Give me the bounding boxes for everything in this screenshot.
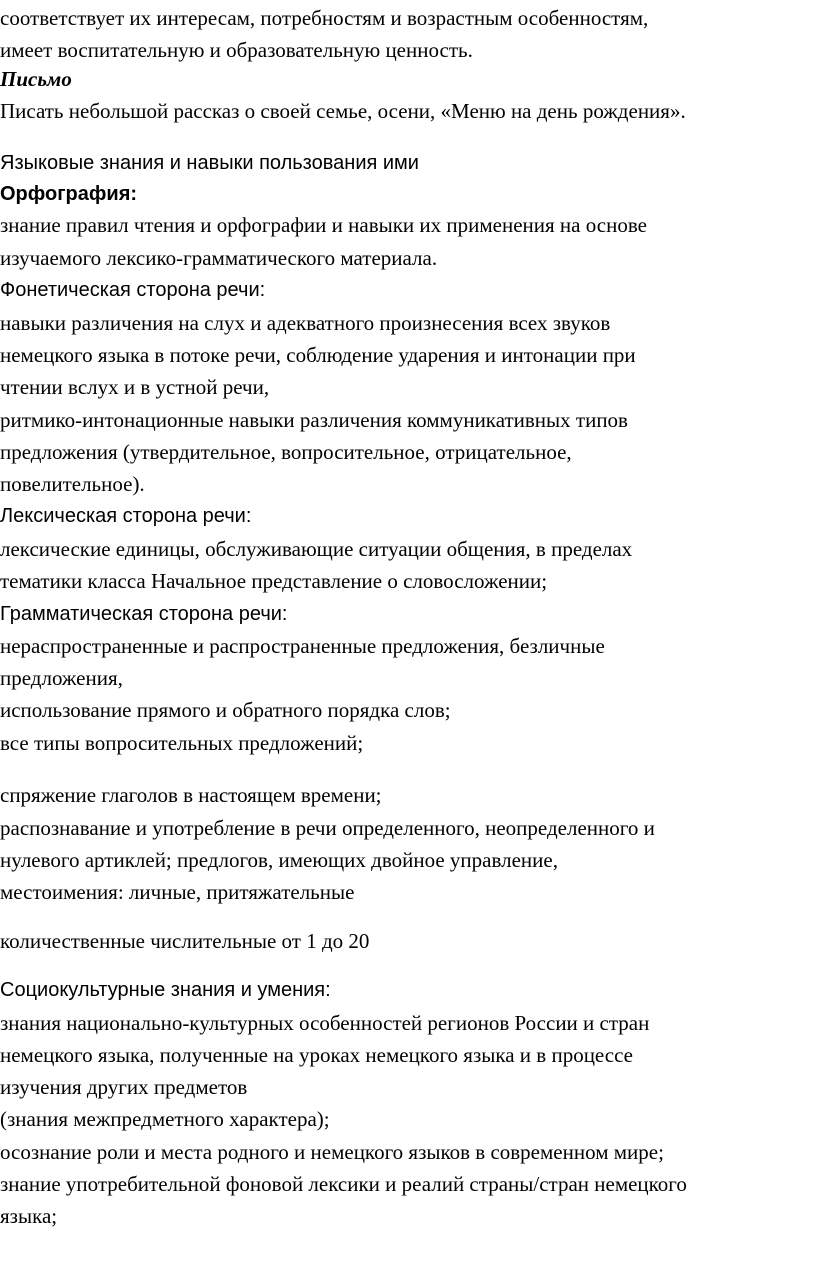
text-line: немецкого языка, полученные на уроках немецкого языка и в процессе — [0, 1043, 633, 1067]
text-line: знание правил чтения и орфографии и навыки их применения на основе — [0, 213, 647, 237]
section-heading-language-skills: Языковые знания и навыки пользования ими — [0, 152, 419, 174]
text-line: тематики класса Начальное представление о словосложении; — [0, 569, 548, 593]
text-line: изучения других предметов — [0, 1075, 248, 1099]
text-line: Писать небольшой рассказ о своей семье, осени, «Меню на день рождения». — [0, 99, 686, 123]
text-line: местоимения: личные, притяжательные — [0, 880, 355, 904]
text-line: повелительное). — [0, 472, 145, 496]
text-line: лексические единицы, обслуживающие ситуации общения, в пределах — [0, 537, 633, 561]
text-line: языка; — [0, 1204, 58, 1228]
section-heading-sociocultural: Социокультурные знания и умения: — [0, 979, 331, 1001]
text-line: спряжение глаголов в настоящем времени; — [0, 783, 382, 807]
text-line: навыки различения на слух и адекватного произнесения всех звуков — [0, 311, 611, 335]
section-heading-lexis: Лексическая сторона речи: — [0, 505, 252, 527]
text-line: соответствует их интересам, потребностям и возрастным особенностям, — [0, 6, 649, 30]
text-line: количественные числительные от 1 до 20 — [0, 929, 370, 953]
text-line: немецкого языка в потоке речи, соблюдение ударения и интонации при — [0, 343, 636, 367]
text-line: предложения, — [0, 666, 123, 690]
text-line: предложения (утвердительное, вопросительное, отрицательное, — [0, 440, 572, 464]
text-line: осознание роли и места родного и немецкого языков в современном мире; — [0, 1140, 664, 1164]
text-line: все типы вопросительных предложений; — [0, 731, 364, 755]
text-line: нулевого артиклей; предлогов, имеющих двойное управление, — [0, 848, 558, 872]
text-line: нераспространенные и распространенные предложения, безличные — [0, 634, 605, 658]
section-heading-orthography: Орфография: — [0, 183, 138, 205]
text-line: знание употребительной фоновой лексики и реалий страны/стран немецкого — [0, 1172, 687, 1196]
text-line: распознавание и употребление в речи определенного, неопределенного и — [0, 816, 655, 840]
section-heading-writing: Письмо — [0, 67, 72, 91]
section-heading-grammar: Грамматическая сторона речи: — [0, 603, 288, 625]
text-line: ритмико-интонационные навыки различения коммуникативных типов — [0, 408, 628, 432]
text-line: (знания межпредметного характера); — [0, 1107, 330, 1131]
text-line: имеет воспитательную и образовательную ценность. — [0, 38, 473, 62]
text-line: чтении вслух и в устной речи, — [0, 375, 270, 399]
text-line: знания национально-культурных особенностей регионов России и стран — [0, 1011, 650, 1035]
section-heading-phonetics: Фонетическая сторона речи: — [0, 279, 266, 301]
text-line: изучаемого лексико-грамматического материала. — [0, 246, 438, 270]
text-line: использование прямого и обратного порядка слов; — [0, 698, 451, 722]
